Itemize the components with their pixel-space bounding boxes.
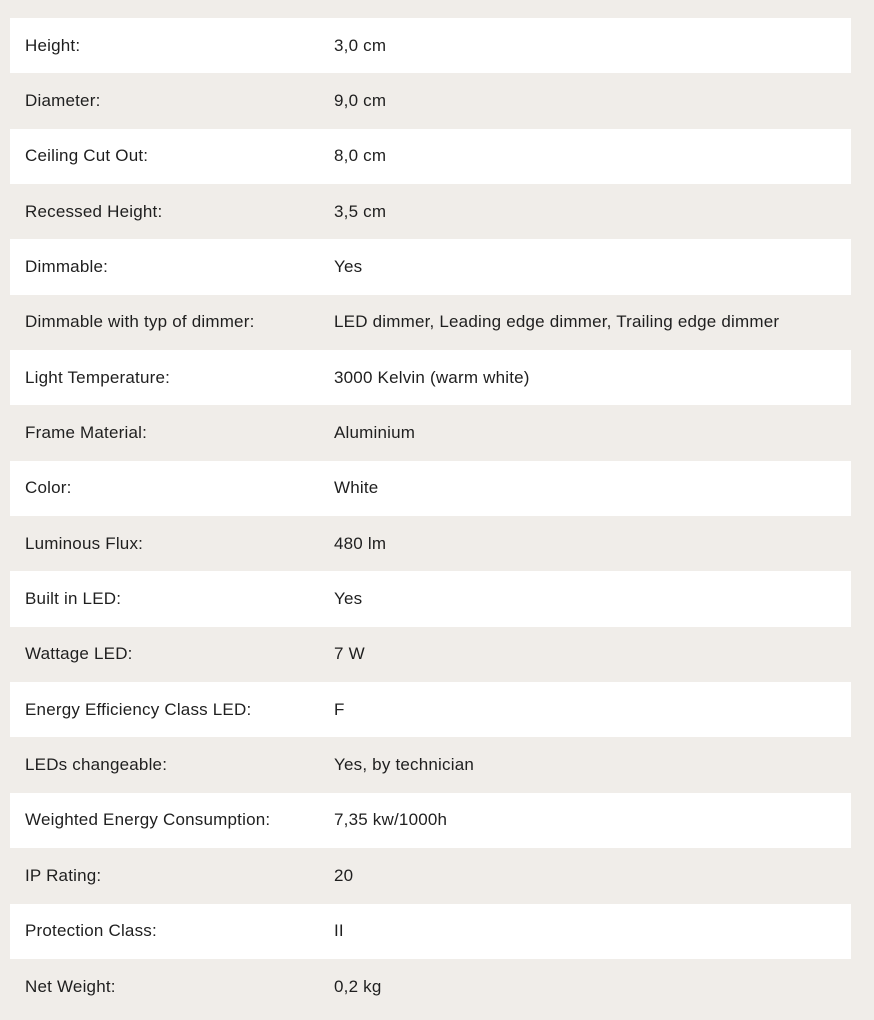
spec-value: Aluminium (334, 423, 416, 443)
spec-label: Protection Class: (25, 921, 157, 941)
spec-row-dimmer-type (10, 295, 851, 350)
spec-value: II (334, 921, 344, 941)
spec-row-protection-class (10, 904, 851, 959)
spec-value: 3,0 cm (334, 35, 387, 55)
spec-label: Dimmable: (25, 257, 109, 277)
spec-label: Light Temperature: (25, 367, 171, 387)
spec-row-luminous-flux (10, 516, 851, 571)
spec-row-net-weight (10, 959, 851, 1014)
spec-label: Height: (25, 35, 81, 55)
spec-label: Dimmable with typ of dimmer: (25, 312, 255, 332)
spec-value: Yes (334, 257, 363, 277)
spec-row-wattage-led (10, 627, 851, 682)
spec-label: Ceiling Cut Out: (25, 146, 149, 166)
spec-value: 9,0 cm (334, 91, 387, 111)
spec-row-height (10, 18, 851, 73)
spec-row-ip-rating (10, 848, 851, 903)
spec-row-dimmable (10, 239, 851, 294)
spec-label: Frame Material: (25, 423, 148, 443)
spec-value: 8,0 cm (334, 146, 387, 166)
spec-value: Yes (334, 589, 363, 609)
spec-label: Diameter: (25, 91, 101, 111)
spec-value: 3000 Kelvin (warm white) (334, 367, 530, 387)
spec-label: Net Weight: (25, 976, 116, 996)
spec-label: Luminous Flux: (25, 533, 144, 553)
spec-row-light-temperature (10, 350, 851, 405)
spec-row-color (10, 461, 851, 516)
spec-label: Color: (25, 478, 72, 498)
spec-label: IP Rating: (25, 865, 102, 885)
spec-row-frame-material (10, 405, 851, 460)
spec-row-ceiling-cut-out (10, 129, 851, 184)
spec-row-energy-efficiency-class (10, 682, 851, 737)
spec-value: 0,2 kg (334, 976, 382, 996)
spec-row-built-in-led (10, 571, 851, 626)
spec-row-diameter (10, 73, 851, 128)
spec-label: Energy Efficiency Class LED: (25, 699, 252, 719)
spec-label: Wattage LED: (25, 644, 133, 664)
spec-value: 7,35 kw/1000h (334, 810, 448, 830)
spec-value: LED dimmer, Leading edge dimmer, Trailing edge dimmer (334, 312, 780, 332)
spec-table (10, 18, 851, 1014)
spec-value: F (334, 699, 345, 719)
spec-value: 3,5 cm (334, 201, 387, 221)
spec-value: Yes, by technician (334, 755, 475, 775)
spec-value: 480 lm (334, 533, 387, 553)
spec-value: White (334, 478, 379, 498)
spec-row-recessed-height (10, 184, 851, 239)
spec-label: Built in LED: (25, 589, 122, 609)
spec-row-weighted-energy-consumption (10, 793, 851, 848)
spec-label: Recessed Height: (25, 201, 163, 221)
spec-row-leds-changeable (10, 737, 851, 792)
spec-value: 7 W (334, 644, 365, 664)
spec-label: Weighted Energy Consumption: (25, 810, 271, 830)
spec-label: LEDs changeable: (25, 755, 168, 775)
spec-value: 20 (334, 865, 354, 885)
